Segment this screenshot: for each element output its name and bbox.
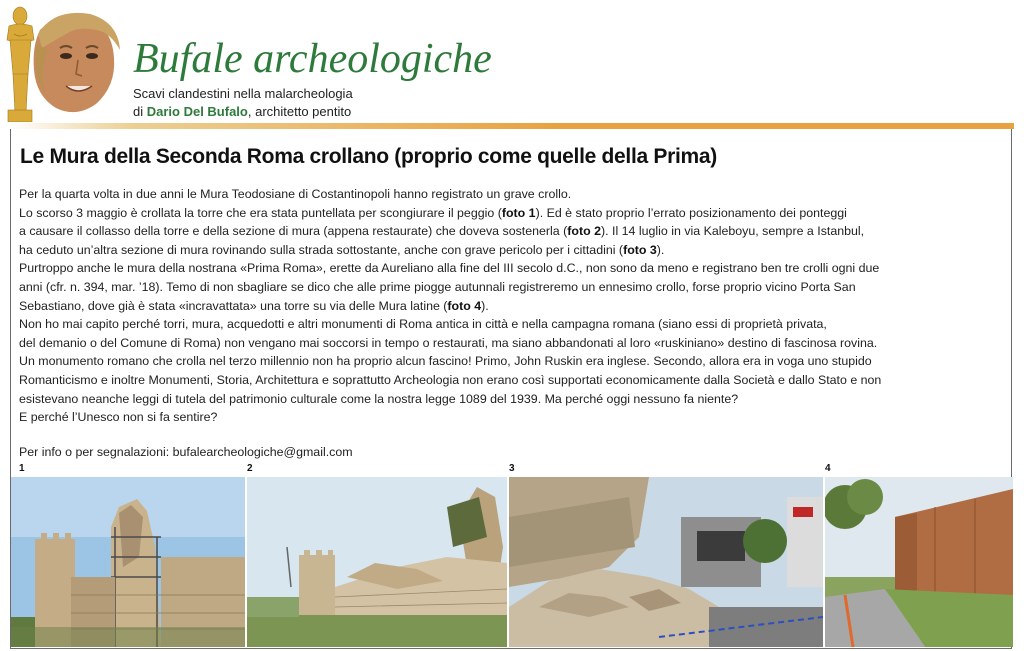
text-run: ). (481, 298, 489, 313)
byline-prefix: di (133, 104, 147, 119)
text-run: ha ceduto un’altra sezione di mura rovinando sulla strada sottostante, anche con grave pericolo per i cittadini ( (19, 242, 624, 257)
byline-suffix: , architetto pentito (247, 104, 352, 119)
text-run: Non ho mai capito perché torri, mura, acquedotti e altri monumenti di Roma antica in città e nella campagna romana (siano essi di proprietà privata, (19, 317, 827, 332)
text-run: Romanticismo e inoltre Monumenti, Storia, Architettura e soprattutto Archeologia non erano così supportati economicamente dalla Società e dallo Stato e non (19, 372, 882, 387)
text-run: Purtroppo anche le mura della nostrana «Prima Roma», erette da Aureliano alla fine del III secolo d.C., non sono da meno e registrano ben tre crolli ogni due (19, 261, 880, 276)
column-byline (133, 104, 351, 119)
photo-number: 3 (509, 463, 515, 474)
text-run: anni (cfr. n. 394, mar. ’18). Temo di non sbagliare se dico che alle prime piogge autunnali registreremo un ennesimo crollo, forse proprio vicino Porta San (19, 279, 856, 294)
contact-info: Per info o per segnalazioni: bufalearcheologiche@gmail.com (19, 445, 353, 459)
article-line (19, 185, 1004, 204)
text-run: Lo scorso 3 maggio è crollata la torre che era stata puntellata per scongiurare il peggio ( (19, 205, 502, 220)
article-line (19, 334, 1004, 353)
article-line (19, 297, 1004, 316)
photo-reference: foto 2 (567, 224, 601, 239)
text-run: Un monumento romano che crolla nel terzo millennio non ha proprio alcun fascino! Primo, John Ruskin era inglese. Secondo, allora era in voga uno stupido (19, 354, 872, 369)
article-line (19, 278, 1004, 297)
photo-number: 2 (247, 463, 253, 474)
photo-number: 1 (19, 463, 25, 474)
mascot-portrait-image (0, 4, 126, 122)
article-body (19, 185, 1004, 427)
article-box (10, 129, 1012, 649)
photo-aurelian-walls (825, 477, 1013, 647)
article-line (19, 352, 1004, 371)
photo-reference: foto 4 (447, 298, 482, 313)
photo-reference: foto 3 (623, 242, 657, 257)
text-run: del demanio o del Comune di Roma) non vengano mai soccorsi in tempo o restaurati, ma siano abbandonati al loro «ruskiniano» destino di fascinosa rovina. (19, 335, 878, 350)
photo-collapsed-wall (247, 477, 507, 647)
article-line (19, 371, 1004, 390)
article-line (19, 204, 1004, 223)
text-run: Per la quarta volta in due anni le Mura Teodosiane di Costantinopoli hanno registrato un grave crollo. (19, 187, 572, 201)
text-run: esistevano neanche leggi di tutela del patrimonio culturale come la nostra legge 1089 del 1939. Ma perché oggi nessuno fa niente? (19, 391, 739, 406)
photo-reference: foto 1 (501, 205, 536, 220)
text-run: ). Ed è stato proprio l’errato posizionamento dei ponteggi (535, 205, 847, 220)
article-title: Le Mura della Seconda Roma crollano (proprio come quelle della Prima) (20, 145, 717, 168)
article-line (19, 241, 1004, 260)
text-run: E perché l’Unesco non si fa sentire? (19, 410, 218, 425)
article-line (19, 222, 1004, 241)
text-run: Sebastiano, dove già è stata «incravattata» una torre su via delle Mura latine ( (19, 298, 448, 313)
photo-collapsed-tower (11, 477, 245, 647)
column-title: Bufale archeologiche (133, 36, 492, 82)
text-run: a causare il collasso della torre e della sezione di mura (appena restaurate) che doveva sostenerla ( (19, 224, 568, 239)
photo-rubble-street (509, 477, 823, 647)
column-header (0, 0, 1024, 122)
article-line (19, 390, 1004, 409)
column-subtitle: Scavi clandestini nella malarcheologia (133, 86, 353, 101)
text-run: ). Il 14 luglio in via Kaleboyu, sempre a Istanbul, (600, 224, 865, 239)
article-line (19, 408, 1004, 427)
text-run: ). (656, 242, 665, 257)
photo-number: 4 (825, 463, 831, 474)
article-line (19, 315, 1004, 334)
author-name: Dario Del Bufalo (146, 104, 248, 119)
article-line (19, 259, 1004, 278)
